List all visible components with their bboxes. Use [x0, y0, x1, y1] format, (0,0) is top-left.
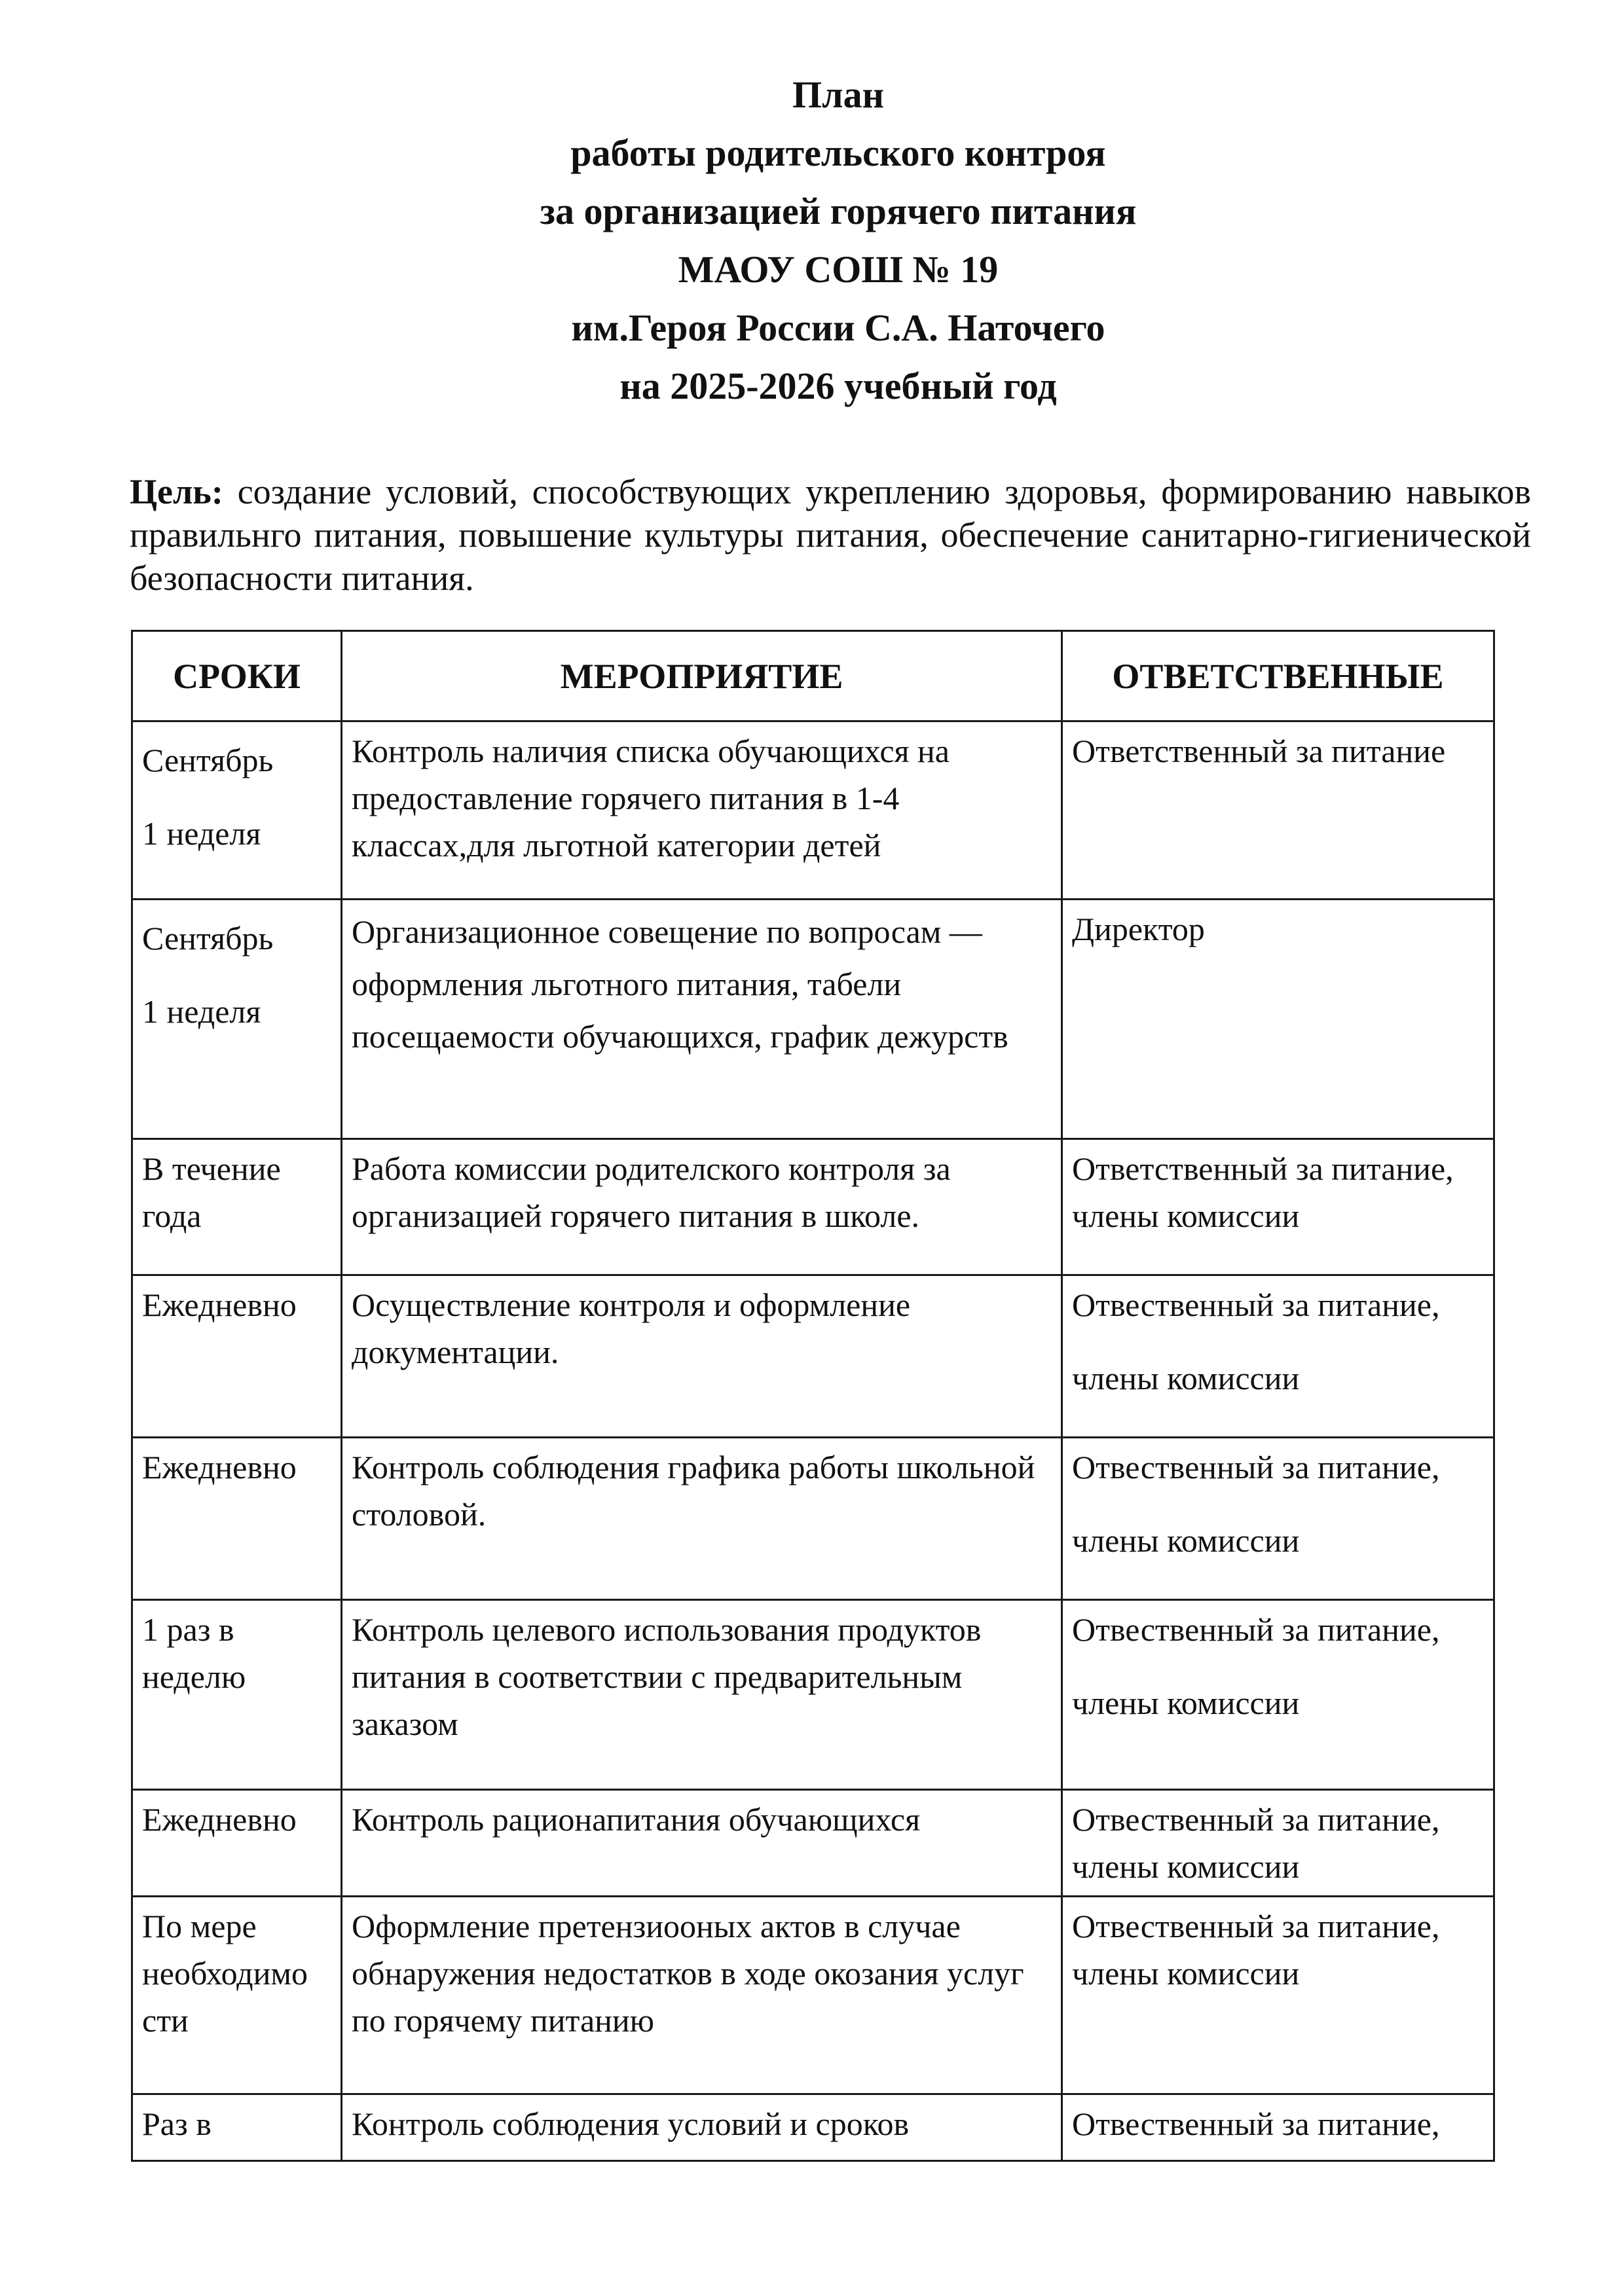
row-event: Работа комиссии родителского контроля за организацией горячего питания в школе. [342, 1139, 1062, 1275]
goal-label: Цель: [130, 472, 223, 511]
row-event: Контроль рационапитания обучающихся [342, 1790, 1062, 1897]
responsible-line: члены комиссии [1072, 1197, 1300, 1234]
row-date [132, 1139, 342, 1275]
row-event: Осуществление контроля и оформление документации. [342, 1275, 1062, 1438]
goal-text: создание условий, способствующих укреплению здоровья, формированию навыков правильнго питания, повышение культуры питания, обеспечение санитарно-гигиенической безопасности питания. [130, 472, 1532, 598]
header-event: МЕРОПРИЯТИЕ [342, 631, 1062, 721]
table-header-row [132, 631, 1494, 721]
row-responsible [1062, 1139, 1494, 1275]
responsible-line: Ответственный за питание [1072, 733, 1446, 769]
row-responsible [1062, 1438, 1494, 1600]
row-date [132, 721, 342, 900]
date-line: 1 неделя [142, 993, 261, 1030]
table-row [132, 2094, 1494, 2161]
title-line-6: на 2025-2026 учебный год [619, 365, 1057, 407]
row-date: Ежедневно [132, 1790, 342, 1897]
plan-table [131, 630, 1495, 2162]
responsible-line: Отвественный за питание, [1072, 1908, 1440, 1944]
responsible-line: члены комиссии [1072, 1955, 1300, 1992]
date-line: В течение года [142, 1150, 281, 1234]
row-event: Контроль соблюдения графика работы школьной столовой. [342, 1438, 1062, 1600]
title-line-3: за организацией горячего питания [540, 190, 1137, 232]
table-row [132, 1275, 1494, 1438]
row-date: По мере необходимо сти [132, 1897, 342, 2094]
row-event: Контроль наличия списка обучающихся на предоставление горячего питания в 1-4 классах,для льготной категории детей [342, 721, 1062, 900]
header-dates: СРОКИ [132, 631, 342, 721]
row-responsible [1062, 1275, 1494, 1438]
row-responsible [1062, 1600, 1494, 1790]
date-line: Сентябрь [142, 742, 274, 778]
responsible-line: Отвественный за питание, [1072, 1449, 1440, 1485]
table-row [132, 1897, 1494, 2094]
responsible-line: Директор [1072, 911, 1205, 947]
header-responsible: ОТВЕТСТВЕННЫЕ [1062, 631, 1494, 721]
responsible-line: Отвественный за питание, [1072, 2105, 1440, 2142]
title-line-4: МАОУ СОШ № 19 [678, 248, 999, 291]
date-line: Сентябрь [142, 920, 274, 957]
row-event: Оформление претензиооных актов в случае обнаружения недостатков в ходе окозания услуг по горячему питанию [342, 1897, 1062, 2094]
responsible-line: члены комиссии [1072, 1522, 1300, 1559]
responsible-line: Ответственный за питание, [1072, 1150, 1454, 1187]
row-responsible [1062, 900, 1494, 1139]
row-date [132, 1275, 342, 1438]
goal-paragraph [130, 470, 1531, 600]
responsible-line: члены комиссии [1072, 1360, 1300, 1396]
row-responsible [1062, 1897, 1494, 2094]
title-line-1: План [792, 73, 885, 116]
table-row [132, 721, 1494, 900]
table-row [132, 1600, 1494, 1790]
document-title [393, 65, 1283, 415]
row-responsible [1062, 721, 1494, 900]
row-responsible [1062, 2094, 1494, 2161]
table-row [132, 1139, 1494, 1275]
date-line: Ежедневно [142, 1449, 297, 1485]
row-date [132, 1438, 342, 1600]
responsible-line: Отвественный за питание, [1072, 1611, 1440, 1648]
row-event: Контроль целевого использования продуктов питания в соответствии с предварительным заказом [342, 1600, 1062, 1790]
table-row [132, 1790, 1494, 1897]
row-event: Контроль соблюдения условий и сроков [342, 2094, 1062, 2161]
row-date [132, 900, 342, 1139]
title-line-2: работы родительского контроя [570, 132, 1106, 174]
table-row [132, 1438, 1494, 1600]
responsible-line: члены комиссии [1072, 1685, 1300, 1721]
row-responsible [1062, 1790, 1494, 1897]
date-line: Ежедневно [142, 1286, 297, 1323]
responsible-line: Отвественный за питание, [1072, 1801, 1440, 1838]
date-line: 1 неделя [142, 815, 261, 852]
responsible-line: Отвественный за питание, [1072, 1286, 1440, 1323]
table-row [132, 900, 1494, 1139]
row-event: Организационное совещение по вопросам — оформления льготного питания, табели посещаемости обучающихся, график дежурств [342, 900, 1062, 1139]
row-date: 1 раз в неделю [132, 1600, 342, 1790]
responsible-line: члены комиссии [1072, 1848, 1300, 1885]
row-date: Раз в [132, 2094, 342, 2161]
title-line-5: им.Героя России С.А. Наточего [571, 306, 1105, 349]
